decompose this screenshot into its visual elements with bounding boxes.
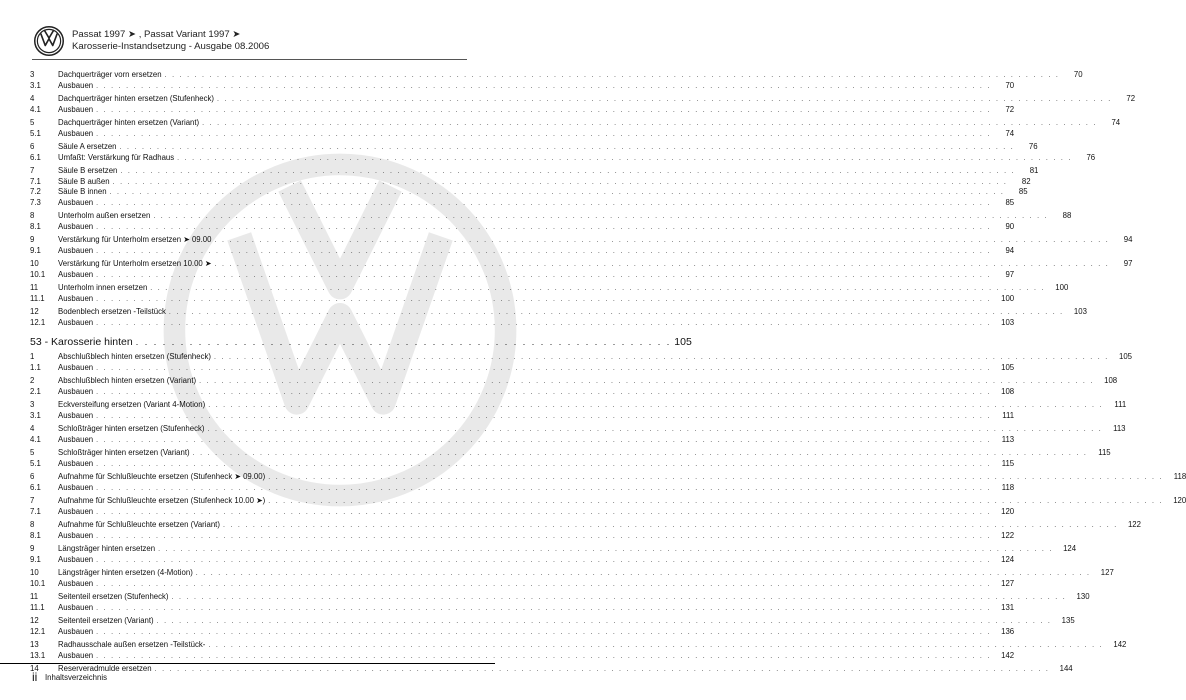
toc-entry-title: Ausbauen [58, 293, 94, 303]
toc-entry[interactable] [30, 176, 1031, 188]
toc-entry-title: Säule B außen [58, 176, 110, 186]
leader-dots: . . . . . . . . . . . . . . . . . . . . . . . . . . . . . . . . . . . . . . . . . . . . . . . . . . . . . . . . . . . . . . . . . . . . . . . . . . . . . . . . . . . . . . . . . . . . . . . . . . . . . . . . . . . . . . . . . . . . . . . . [208, 642, 1104, 649]
toc-entry[interactable] [30, 128, 1015, 140]
leader-dots: . . . . . . . . . . . . . . . . . . . . . . . . . . . . . . . . . . . . . . . . . . . . . . . . . . . . . . . . . . . . . . . . . . . . . . . . . . . . . . . . . . . . . . . . . . . . . . . . . . . . . . . . . . . . . . . . . . . . . . . . [96, 532, 992, 540]
leader-dots: . . . . . . . . . . . . . . . . . . . . . . . . . . . . . . . . . . . . . . . . . . . . . . . . . . . . . . . . . . . . . . . . . . . . . . . . . . . . . . . . . . . . . . . . . . . . . . . . . . . . . . . . . . . . . . . . . . . . . . . . [96, 412, 992, 420]
toc-entry-page: 72 [1005, 104, 1015, 114]
toc-entry-title: Säule B ersetzen [58, 166, 118, 175]
toc-entry[interactable] [30, 602, 1015, 614]
leader-dots: . . . . . . . . . . . . . . . . . . . . . . . . . . . . . . . . . . . . . . . . . . . . . . . . . . . . . . . . . . . . . . . . . . . . . . . . . . . . . . . . . . . . . . . . . . . . . . . . . . . . . . . . . . . . . . . . . . . . . . . . [112, 178, 1008, 186]
toc-entry-number: 3.1 [30, 410, 41, 420]
toc-entry-title: Ausbauen [58, 530, 94, 540]
toc-entry[interactable] [30, 640, 1127, 651]
toc-entry-page: 88 [1062, 211, 1072, 220]
toc-entry-number: 9.1 [30, 554, 41, 564]
toc-entry-number: 9 [30, 235, 35, 244]
toc-entry-page: 85 [1005, 197, 1015, 207]
toc-entry-page: 74 [1005, 128, 1015, 138]
toc-entry-page: 70 [1073, 70, 1083, 79]
toc-entry-number: 5.1 [30, 458, 41, 468]
toc-entry[interactable] [30, 245, 1015, 257]
toc-entry-title: Ausbauen [58, 362, 94, 372]
toc-entry-number: 1 [30, 352, 35, 361]
toc-entry[interactable] [30, 269, 1015, 281]
leader-dots: . . . . . . . . . . . . . . . . . . . . . . . . . . . . . . . . . . . . . . . . . . . . . . . . . . . . . . . . . . . . . . . . . . . . . . . . . . . . . . . . . . . . . . . . . . . . . . . . . . . . . . . . . . . . . . . . . . . . . . . . [268, 498, 1164, 505]
toc-entry-title: Schloßträger hinten ersetzen (Stufenheck) [58, 424, 205, 433]
toc-entry-title: Ausbauen [58, 434, 94, 444]
toc-entry-number: 7.1 [30, 176, 41, 186]
toc-entry-page: 124 [1001, 554, 1015, 564]
toc-entry-number: 8.1 [30, 221, 41, 231]
toc-entry-title: Bodenblech ersetzen -Teilstück [58, 307, 166, 316]
toc-entry-title: Ausbauen [58, 602, 94, 612]
toc-entry-title: Ausbauen [58, 386, 94, 396]
toc-entry[interactable] [30, 283, 1069, 294]
leader-dots: . . . . . . . . . . . . . . . . . . . . . . . . . . . . . . . . . . . . . . . . . . . . . . . . . . . . . . . . . . . . . . . . . . . . . . . . . . . . . . . . . . . . . . . . . . . . . . . . . . . . . . . . . . . . . . . . . . . . . . . . [96, 247, 992, 255]
leader-dots: . . . . . . . . . . . . . . . . . . . . . . . . . . . . . . . . . . . . . . . . . . . . . . . . . . . . . . . . . . . . . . . . . . . . . . . . . . . . . . . . . . . . . . . . . . . . . . . . . . . . . . . . . . . . . . . . . . . . . . . . [192, 450, 1088, 457]
toc-entry[interactable] [30, 410, 1015, 422]
leader-dots: . . . . . . . . . . . . . . . . . . . . . . . . . . . . . . . . . . . . . . . . . . . . . . . . . . . . . . . . . . . . . . . . . . . . . . . . . . . . . . . . . . . . . . . . . . . . . . . . . . . . . . . . . . . . . . . . . . . . . . . . [96, 628, 992, 636]
toc-entry-number: 10 [30, 259, 39, 268]
vw-logo-icon [34, 26, 64, 56]
leader-dots: . . . . . . . . . . . . . . . . . . . . . . . . . . . . . . . . . . . . . . . . . . . . . . . . . . . . . . . . . . . . . . . . . . . . . . . . . . . . . . . . . . . . . . . . . . . . . . . . . . . . . . . . . . . . . . . . . . . . . . . . [96, 223, 992, 231]
leader-dots: . . . . . . . . . . . . . . . . . . . . . . . . . . . . . . . . . . . . . . . . . . . . . . . . . . . . . . . . . . . . . . . . . . . . . . . . . . . . . . . . . . . . . . . . . . . . . . . . . . . . . . . . . . . . . . . . . . . . . . . . [207, 426, 1103, 433]
toc-entry-page: 122 [1001, 530, 1015, 540]
toc-entry-page: 82 [1021, 176, 1031, 186]
toc-entry-number: 2 [30, 376, 35, 385]
toc-section-b [30, 352, 1186, 675]
leader-dots: . . . . . . . . . . . . . . . . . . . . . . . . . . . . . . . . . . . . . . . . . . . . . . . . . . . . . . . . . . . . . . . . . . . . . . . . . . . . . . . . . . . . . . . . . . . . . . . . . . . . . . . . . . . . . . . . . . . . . . . . [96, 82, 992, 90]
toc-entry-page: 100 [1001, 293, 1015, 303]
toc-entry-title: Dachquerträger hinten ersetzen (Stufenheck) [58, 94, 215, 103]
toc-entry-title: Ausbauen [58, 650, 94, 660]
leader-dots: . . . . . . . . . . . . . . . . . . . . . . . . . . . . . . . . . . . . . . . . . . . . . . . . . . . . . . . . . . . . . . . . . . . . . . . . . . . . . . . . . . . . . . . . . . . . . . . . . . . . . . . . . . . . . . . . . . . . . . . . [119, 144, 1015, 151]
leader-dots: . . . . . . . . . . . . . . . . . . . . . . . . . . . . . . . . . . . . . . . . . . . . . . . . . . . . . . . . . . . . [135, 337, 672, 347]
toc-entry-page: 120 [1173, 496, 1186, 505]
toc-entry-page: 124 [1063, 544, 1077, 553]
toc-entry-title: Ausbauen [58, 245, 94, 255]
leader-dots: . . . . . . . . . . . . . . . . . . . . . . . . . . . . . . . . . . . . . . . . . . . . . . . . . . . . . . . . . . . . . . . . . . . . . . . . . . . . . . . . . . . . . . . . . . . . . . . . . . . . . . . . . . . . . . . . . . . . . . . . [96, 484, 992, 492]
toc-entry[interactable] [30, 221, 1015, 233]
toc-entry[interactable] [30, 424, 1126, 435]
toc-entry-number: 11 [30, 283, 39, 292]
leader-dots: . . . . . . . . . . . . . . . . . . . . . . . . . . . . . . . . . . . . . . . . . . . . . . . . . . . . . . . . . . . . . . . . . . . . . . . . . . . . . . . . . . . . . . . . . . . . . . . . . . . . . . . . . . . . . . . . . . . . . . . . [150, 285, 1046, 292]
leader-dots: . . . . . . . . . . . . . . . . . . . . . . . . . . . . . . . . . . . . . . . . . . . . . . . . . . . . . . . . . . . . . . . . . . . . . . . . . . . . . . . . . . . . . . . . . . . . . . . . . . . . . . . . . . . . . . . . . . . . . . . . [154, 666, 1050, 673]
toc-entry-page: 105 [1119, 352, 1133, 361]
toc-entry-title: Ausbauen [58, 578, 94, 588]
toc-entry-title: Aufnahme für Schlußleuchte ersetzen (Stufenheck ➤ 09.00) [58, 472, 266, 481]
toc-entry-title: Dachquerträger hinten ersetzen (Variant) [58, 118, 200, 127]
toc-entry-number: 13 [30, 640, 39, 649]
toc-entry-title: Reserveradmulde ersetzen [58, 664, 152, 673]
toc-entry-page: 103 [1001, 317, 1015, 327]
leader-dots: . . . . . . . . . . . . . . . . . . . . . . . . . . . . . . . . . . . . . . . . . . . . . . . . . . . . . . . . . . . . . . . . . . . . . . . . . . . . . . . . . . . . . . . . . . . . . . . . . . . . . . . . . . . . . . . . . . . . . . . . [96, 130, 992, 138]
toc-entry[interactable] [30, 152, 1096, 164]
toc-entry[interactable] [30, 70, 1083, 81]
toc-entry-title: Ausbauen [58, 458, 94, 468]
leader-dots: . . . . . . . . . . . . . . . . . . . . . . . . . . . . . . . . . . . . . . . . . . . . . . . . . . . . . . . . . . . . . . . . . . . . . . . . . . . . . . . . . . . . . . . . . . . . . . . . . . . . . . . . . . . . . . . . . . . . . . . . [195, 570, 1091, 577]
toc-entry-page: 113 [1113, 424, 1126, 433]
toc-entry-title: Abschlußblech hinten ersetzen (Stufenheck) [58, 352, 211, 361]
leader-dots: . . . . . . . . . . . . . . . . . . . . . . . . . . . . . . . . . . . . . . . . . . . . . . . . . . . . . . . . . . . . . . . . . . . . . . . . . . . . . . . . . . . . . . . . . . . . . . . . . . . . . . . . . . . . . . . . . . . . . . . . [96, 388, 992, 396]
toc-entry[interactable] [30, 592, 1090, 603]
toc-entry[interactable] [30, 520, 1141, 531]
toc-entry[interactable] [30, 650, 1015, 662]
leader-dots: . . . . . . . . . . . . . . . . . . . . . . . . . . . . . . . . . . . . . . . . . . . . . . . . . . . . . . . . . . . . . . . . . . . . . . . . . . . . . . . . . . . . . . . . . . . . . . . . . . . . . . . . . . . . . . . . . . . . . . . . [156, 618, 1052, 625]
toc-entry[interactable] [30, 142, 1038, 153]
toc-entry-number: 9 [30, 544, 35, 553]
leader-dots: . . . . . . . . . . . . . . . . . . . . . . . . . . . . . . . . . . . . . . . . . . . . . . . . . . . . . . . . . . . . . . . . . . . . . . . . . . . . . . . . . . . . . . . . . . . . . . . . . . . . . . . . . . . . . . . . . . . . . . . . [153, 213, 1049, 220]
toc-entry[interactable] [30, 197, 1015, 209]
toc-entry[interactable] [30, 376, 1118, 387]
leader-dots: . . . . . . . . . . . . . . . . . . . . . . . . . . . . . . . . . . . . . . . . . . . . . . . . . . . . . . . . . . . . . . . . . . . . . . . . . . . . . . . . . . . . . . . . . . . . . . . . . . . . . . . . . . . . . . . . . . . . . . . . [96, 580, 992, 588]
toc-entry-page: 103 [1073, 307, 1087, 316]
toc-entry[interactable] [30, 352, 1133, 363]
toc-entry-title: Ausbauen [58, 80, 94, 90]
toc-entry-title: Längsträger hinten ersetzen (4-Motion) [58, 568, 193, 577]
toc-entry-title: Unterholm innen ersetzen [58, 283, 148, 292]
toc-entry-page: 115 [1001, 458, 1015, 468]
toc-entry-title: Säule A ersetzen [58, 142, 117, 151]
toc-entry-page: 108 [1104, 376, 1118, 385]
toc-entry-page: 85 [1018, 187, 1028, 196]
toc-entry-number: 12.1 [30, 317, 46, 327]
toc-entry-number: 8.1 [30, 530, 41, 540]
toc-entry-title: Ausbauen [58, 104, 94, 114]
toc-entry-page: 118 [1173, 472, 1186, 481]
leader-dots: . . . . . . . . . . . . . . . . . . . . . . . . . . . . . . . . . . . . . . . . . . . . . . . . . . . . . . . . . . . . . . . . . . . . . . . . . . . . . . . . . . . . . . . . . . . . . . . . . . . . . . . . . . . . . . . . . . . . . . . . [96, 460, 992, 468]
leader-dots: . . . . . . . . . . . . . . . . . . . . . . . . . . . . . . . . . . . . . . . . . . . . . . . . . . . . . . . . . . . . . . . . . . . . . . . . . . . . . . . . . . . . . . . . . . . . . . . . . . . . . . . . . . . . . . . . . . . . . . . . [96, 508, 992, 516]
leader-dots: . . . . . . . . . . . . . . . . . . . . . . . . . . . . . . . . . . . . . . . . . . . . . . . . . . . . . . . . . . . . . . . . . . . . . . . . . . . . . . . . . . . . . . . . . . . . . . . . . . . . . . . . . . . . . . . . . . . . . . . . [199, 378, 1095, 385]
header-subtitle: Karosserie-Instandsetzung - Ausgabe 08.2006 [72, 41, 270, 52]
toc-entry-page: 111 [1114, 400, 1127, 409]
toc-entry[interactable] [30, 259, 1133, 270]
leader-dots: . . . . . . . . . . . . . . . . . . . . . . . . . . . . . . . . . . . . . . . . . . . . . . . . . . . . . . . . . . . . . . . . . . . . . . . . . . . . . . . . . . . . . . . . . . . . . . . . . . . . . . . . . . . . . . . . . . . . . . . . [171, 594, 1067, 601]
toc-entry[interactable] [30, 293, 1015, 305]
toc-entry-number: 7.3 [30, 197, 41, 207]
toc-entry-title: Aufnahme für Schlußleuchte ersetzen (Variant) [58, 520, 220, 529]
toc-entry-title: Längsträger hinten ersetzen [58, 544, 156, 553]
toc-entry-title: Dachquerträger vorn ersetzen [58, 70, 162, 79]
toc-entry-number: 5.1 [30, 128, 41, 138]
toc-entry-title: Abschlußblech hinten ersetzen (Variant) [58, 376, 197, 385]
toc-entry-page: 90 [1005, 221, 1015, 231]
toc-entry-number: 6 [30, 142, 35, 151]
toc-entry-title: Aufnahme für Schlußleuchte ersetzen (Stufenheck 10.00 ➤) [58, 496, 266, 505]
leader-dots: . . . . . . . . . . . . . . . . . . . . . . . . . . . . . . . . . . . . . . . . . . . . . . . . . . . . . . . . . . . . . . . . . . . . . . . . . . . . . . . . . . . . . . . . . . . . . . . . . . . . . . . . . . . . . . . . . . . . . . . . [120, 168, 1016, 175]
footer-label: Inhaltsverzeichnis [45, 673, 107, 682]
leader-dots: . . . . . . . . . . . . . . . . . . . . . . . . . . . . . . . . . . . . . . . . . . . . . . . . . . . . . . . . . . . . . . . . . . . . . . . . . . . . . . . . . . . . . . . . . . . . . . . . . . . . . . . . . . . . . . . . . . . . . . . . [96, 652, 992, 660]
toc-entry-title: Ausbauen [58, 554, 94, 564]
footer-page-number: ii [32, 670, 38, 684]
toc-entry-page: 144 [1059, 664, 1073, 673]
toc-entry-number: 13.1 [30, 650, 46, 660]
toc-entry-page: 142 [1001, 650, 1015, 660]
toc-entry[interactable] [30, 386, 1015, 398]
leader-dots: . . . . . . . . . . . . . . . . . . . . . . . . . . . . . . . . . . . . . . . . . . . . . . . . . . . . . . . . . . . . . . . . . . . . . . . . . . . . . . . . . . . . . . . . . . . . . . . . . . . . . . . . . . . . . . . . . . . . . . . . [208, 402, 1104, 409]
toc-entry-page: 136 [1001, 626, 1015, 636]
toc-entry-number: 8 [30, 211, 35, 220]
toc-entry-page: 122 [1127, 520, 1141, 529]
toc-entry-number: 4.1 [30, 434, 41, 444]
toc-entry-title: Verstärkung für Unterholm ersetzen ➤ 09.00 [58, 235, 212, 244]
toc-entry[interactable] [30, 554, 1015, 566]
chapter-heading[interactable] [30, 335, 692, 349]
toc-entry-title: Ausbauen [58, 410, 94, 420]
toc-entry[interactable] [30, 616, 1075, 627]
toc-entry[interactable] [30, 448, 1111, 459]
leader-dots: . . . . . . . . . . . . . . . . . . . . . . . . . . . . . . . . . . . . . . . . . . . . . . . . . . . . . . . . . . . . . . . . . . . . . . . . . . . . . . . . . . . . . . . . . . . . . . . . . . . . . . . . . . . . . . . . . . . . . . . . [202, 120, 1098, 127]
table-of-contents [30, 70, 1186, 675]
toc-entry-page: 81 [1029, 166, 1039, 175]
toc-entry-title: Ausbauen [58, 482, 94, 492]
toc-entry[interactable] [30, 211, 1072, 222]
leader-dots: . . . . . . . . . . . . . . . . . . . . . . . . . . . . . . . . . . . . . . . . . . . . . . . . . . . . . . . . . . . . . . . . . . . . . . . . . . . . . . . . . . . . . . . . . . . . . . . . . . . . . . . . . . . . . . . . . . . . . . . . [96, 199, 992, 207]
toc-entry-number: 4.1 [30, 104, 41, 114]
toc-entry[interactable] [30, 362, 1015, 374]
toc-entry-page: 111 [1002, 410, 1015, 420]
toc-entry-title: Ausbauen [58, 317, 94, 327]
toc-entry-number: 11.1 [30, 602, 45, 612]
toc-entry[interactable] [30, 80, 1015, 92]
toc-entry-title: Ausbauen [58, 269, 94, 279]
toc-entry[interactable] [30, 317, 1015, 329]
toc-entry[interactable] [30, 235, 1133, 246]
toc-entry-number: 8 [30, 520, 35, 529]
toc-entry-title: Ausbauen [58, 197, 94, 207]
toc-entry[interactable] [30, 104, 1015, 116]
chapter-title: 53 - Karosserie hinten [30, 336, 133, 348]
leader-dots: . . . . . . . . . . . . . . . . . . . . . . . . . . . . . . . . . . . . . . . . . . . . . . . . . . . . . . . . . . . . . . . . . . . . . . . . . . . . . . . . . . . . . . . . . . . . . . . . . . . . . . . . . . . . . . . . . . . . . . . . [214, 354, 1110, 361]
toc-entry-number: 12 [30, 307, 39, 316]
toc-entry-number: 7 [30, 496, 35, 505]
toc-entry-page: 97 [1005, 269, 1015, 279]
toc-entry[interactable] [30, 626, 1015, 638]
toc-entry-number: 3 [30, 70, 35, 79]
toc-section-a [30, 70, 1136, 328]
toc-entry-number: 5 [30, 118, 35, 127]
toc-entry-page: 100 [1055, 283, 1069, 292]
toc-entry-page: 108 [1001, 386, 1015, 396]
leader-dots: . . . . . . . . . . . . . . . . . . . . . . . . . . . . . . . . . . . . . . . . . . . . . . . . . . . . . . . . . . . . . . . . . . . . . . . . . . . . . . . . . . . . . . . . . . . . . . . . . . . . . . . . . . . . . . . . . . . . . . . . [217, 96, 1113, 103]
leader-dots: . . . . . . . . . . . . . . . . . . . . . . . . . . . . . . . . . . . . . . . . . . . . . . . . . . . . . . . . . . . . . . . . . . . . . . . . . . . . . . . . . . . . . . . . . . . . . . . . . . . . . . . . . . . . . . . . . . . . . . . . [96, 271, 992, 279]
toc-entry[interactable] [30, 578, 1015, 590]
leader-dots: . . . . . . . . . . . . . . . . . . . . . . . . . . . . . . . . . . . . . . . . . . . . . . . . . . . . . . . . . . . . . . . . . . . . . . . . . . . . . . . . . . . . . . . . . . . . . . . . . . . . . . . . . . . . . . . . . . . . . . . . [214, 237, 1110, 244]
footer-divider [0, 663, 495, 664]
toc-entry-number: 9.1 [30, 245, 41, 255]
toc-entry[interactable] [30, 307, 1087, 318]
leader-dots: . . . . . . . . . . . . . . . . . . . . . . . . . . . . . . . . . . . . . . . . . . . . . . . . . . . . . . . . . . . . . . . . . . . . . . . . . . . . . . . . . . . . . . . . . . . . . . . . . . . . . . . . . . . . . . . . . . . . . . . . [96, 364, 992, 372]
toc-entry-number: 6.1 [30, 152, 41, 162]
leader-dots: . . . . . . . . . . . . . . . . . . . . . . . . . . . . . . . . . . . . . . . . . . . . . . . . . . . . . . . . . . . . . . . . . . . . . . . . . . . . . . . . . . . . . . . . . . . . . . . . . . . . . . . . . . . . . . . . . . . . . . . . [168, 309, 1064, 316]
toc-entry-number: 12.1 [30, 626, 46, 636]
toc-entry-number: 6.1 [30, 482, 41, 492]
toc-entry-title: Ausbauen [58, 506, 94, 516]
toc-entry-number: 3 [30, 400, 35, 409]
toc-entry-number: 7.1 [30, 506, 41, 516]
toc-entry-page: 94 [1005, 245, 1015, 255]
toc-entry-page: 70 [1005, 80, 1015, 90]
toc-entry-number: 10 [30, 568, 39, 577]
toc-entry-title: Säule B innen [58, 187, 107, 196]
toc-entry[interactable] [30, 434, 1015, 446]
toc-entry-number: 14 [30, 664, 39, 673]
toc-entry[interactable] [30, 544, 1077, 555]
toc-entry-page: 120 [1001, 506, 1015, 516]
toc-entry[interactable] [30, 496, 1186, 507]
toc-entry-number: 7 [30, 166, 35, 175]
toc-entry[interactable] [30, 400, 1127, 411]
chapter-page: 105 [674, 336, 692, 348]
leader-dots: . . . . . . . . . . . . . . . . . . . . . . . . . . . . . . . . . . . . . . . . . . . . . . . . . . . . . . . . . . . . . . . . . . . . . . . . . . . . . . . . . . . . . . . . . . . . . . . . . . . . . . . . . . . . . . . . . . . . . . . . [96, 604, 992, 612]
toc-entry-page: 76 [1086, 152, 1096, 162]
toc-entry[interactable] [30, 530, 1015, 542]
toc-entry[interactable] [30, 187, 1028, 198]
toc-entry-page: 130 [1076, 592, 1090, 601]
leader-dots: . . . . . . . . . . . . . . . . . . . . . . . . . . . . . . . . . . . . . . . . . . . . . . . . . . . . . . . . . . . . . . . . . . . . . . . . . . . . . . . . . . . . . . . . . . . . . . . . . . . . . . . . . . . . . . . . . . . . . . . . [164, 72, 1060, 79]
toc-entry-page: 76 [1028, 142, 1038, 151]
leader-dots: . . . . . . . . . . . . . . . . . . . . . . . . . . . . . . . . . . . . . . . . . . . . . . . . . . . . . . . . . . . . . . . . . . . . . . . . . . . . . . . . . . . . . . . . . . . . . . . . . . . . . . . . . . . . . . . . . . . . . . . . [158, 546, 1054, 553]
leader-dots: . . . . . . . . . . . . . . . . . . . . . . . . . . . . . . . . . . . . . . . . . . . . . . . . . . . . . . . . . . . . . . . . . . . . . . . . . . . . . . . . . . . . . . . . . . . . . . . . . . . . . . . . . . . . . . . . . . . . . . . . [96, 436, 992, 444]
toc-entry-page: 97 [1123, 259, 1133, 268]
toc-entry-number: 6 [30, 472, 35, 481]
toc-entry-page: 127 [1100, 568, 1114, 577]
toc-entry-title: Verstärkung für Unterholm ersetzen 10.00 ➤ [58, 259, 212, 268]
toc-entry[interactable] [30, 94, 1136, 105]
toc-entry-number: 1.1 [30, 362, 41, 372]
toc-entry-title: Radhausschale außen ersetzen -Teilstück- [58, 640, 206, 649]
toc-entry-number: 12 [30, 616, 39, 625]
toc-entry-title: Schloßträger hinten ersetzen (Variant) [58, 448, 190, 457]
header-divider [32, 59, 467, 60]
toc-entry-title: Ausbauen [58, 221, 94, 231]
toc-entry[interactable] [30, 506, 1015, 518]
toc-entry-title: Umfaßt: Verstärkung für Radhaus [58, 152, 175, 162]
toc-entry-number: 5 [30, 448, 35, 457]
toc-entry-title: Ausbauen [58, 626, 94, 636]
header-title: Passat 1997 ➤ , Passat Variant 1997 ➤ [72, 29, 241, 40]
leader-dots: . . . . . . . . . . . . . . . . . . . . . . . . . . . . . . . . . . . . . . . . . . . . . . . . . . . . . . . . . . . . . . . . . . . . . . . . . . . . . . . . . . . . . . . . . . . . . . . . . . . . . . . . . . . . . . . . . . . . . . . . [268, 474, 1164, 481]
toc-entry-number: 2.1 [30, 386, 41, 396]
toc-entry-page: 72 [1126, 94, 1136, 103]
toc-entry-page: 127 [1001, 578, 1015, 588]
toc-entry-number: 4 [30, 424, 35, 433]
toc-entry-page: 118 [1001, 482, 1015, 492]
toc-entry-page: 131 [1001, 602, 1015, 612]
toc-entry-title: Unterholm außen ersetzen [58, 211, 151, 220]
toc-entry-page: 74 [1111, 118, 1121, 127]
toc-entry-title: Seitenteil ersetzen (Variant) [58, 616, 154, 625]
toc-entry-page: 115 [1098, 448, 1111, 457]
toc-entry-title: Ausbauen [58, 128, 94, 138]
toc-entry-number: 7.2 [30, 187, 41, 196]
toc-entry[interactable] [30, 472, 1186, 483]
toc-entry-title: Seitenteil ersetzen (Stufenheck) [58, 592, 169, 601]
toc-entry-page: 105 [1001, 362, 1015, 372]
leader-dots: . . . . . . . . . . . . . . . . . . . . . . . . . . . . . . . . . . . . . . . . . . . . . . . . . . . . . . . . . . . . . . . . . . . . . . . . . . . . . . . . . . . . . . . . . . . . . . . . . . . . . . . . . . . . . . . . . . . . . . . . [109, 189, 1005, 196]
toc-entry-number: 10.1 [30, 578, 46, 588]
toc-entry-number: 11 [30, 592, 39, 601]
toc-entry-page: 94 [1123, 235, 1133, 244]
leader-dots: . . . . . . . . . . . . . . . . . . . . . . . . . . . . . . . . . . . . . . . . . . . . . . . . . . . . . . . . . . . . . . . . . . . . . . . . . . . . . . . . . . . . . . . . . . . . . . . . . . . . . . . . . . . . . . . . . . . . . . . . [96, 106, 992, 114]
toc-entry-number: 11.1 [30, 293, 45, 303]
toc-entry-number: 4 [30, 94, 35, 103]
leader-dots: . . . . . . . . . . . . . . . . . . . . . . . . . . . . . . . . . . . . . . . . . . . . . . . . . . . . . . . . . . . . . . . . . . . . . . . . . . . . . . . . . . . . . . . . . . . . . . . . . . . . . . . . . . . . . . . . . . . . . . . . [177, 154, 1073, 162]
toc-entry-title: Eckversteifung ersetzen (Variant 4-Motion) [58, 400, 206, 409]
toc-entry[interactable] [30, 118, 1121, 129]
toc-entry-page: 142 [1113, 640, 1127, 649]
toc-entry-page: 135 [1061, 616, 1075, 625]
leader-dots: . . . . . . . . . . . . . . . . . . . . . . . . . . . . . . . . . . . . . . . . . . . . . . . . . . . . . . . . . . . . . . . . . . . . . . . . . . . . . . . . . . . . . . . . . . . . . . . . . . . . . . . . . . . . . . . . . . . . . . . . [96, 556, 992, 564]
leader-dots: . . . . . . . . . . . . . . . . . . . . . . . . . . . . . . . . . . . . . . . . . . . . . . . . . . . . . . . . . . . . . . . . . . . . . . . . . . . . . . . . . . . . . . . . . . . . . . . . . . . . . . . . . . . . . . . . . . . . . . . . [96, 295, 992, 303]
toc-entry-number: 10.1 [30, 269, 46, 279]
toc-entry[interactable] [30, 482, 1015, 494]
leader-dots: . . . . . . . . . . . . . . . . . . . . . . . . . . . . . . . . . . . . . . . . . . . . . . . . . . . . . . . . . . . . . . . . . . . . . . . . . . . . . . . . . . . . . . . . . . . . . . . . . . . . . . . . . . . . . . . . . . . . . . . . [214, 261, 1110, 268]
toc-entry-page: 113 [1001, 434, 1015, 444]
leader-dots: . . . . . . . . . . . . . . . . . . . . . . . . . . . . . . . . . . . . . . . . . . . . . . . . . . . . . . . . . . . . . . . . . . . . . . . . . . . . . . . . . . . . . . . . . . . . . . . . . . . . . . . . . . . . . . . . . . . . . . . . [96, 319, 992, 327]
leader-dots: . . . . . . . . . . . . . . . . . . . . . . . . . . . . . . . . . . . . . . . . . . . . . . . . . . . . . . . . . . . . . . . . . . . . . . . . . . . . . . . . . . . . . . . . . . . . . . . . . . . . . . . . . . . . . . . . . . . . . . . . [222, 522, 1118, 529]
toc-entry-number: 3.1 [30, 80, 41, 90]
toc-entry[interactable] [30, 166, 1039, 177]
toc-entry[interactable] [30, 458, 1015, 470]
toc-entry[interactable] [30, 568, 1114, 579]
